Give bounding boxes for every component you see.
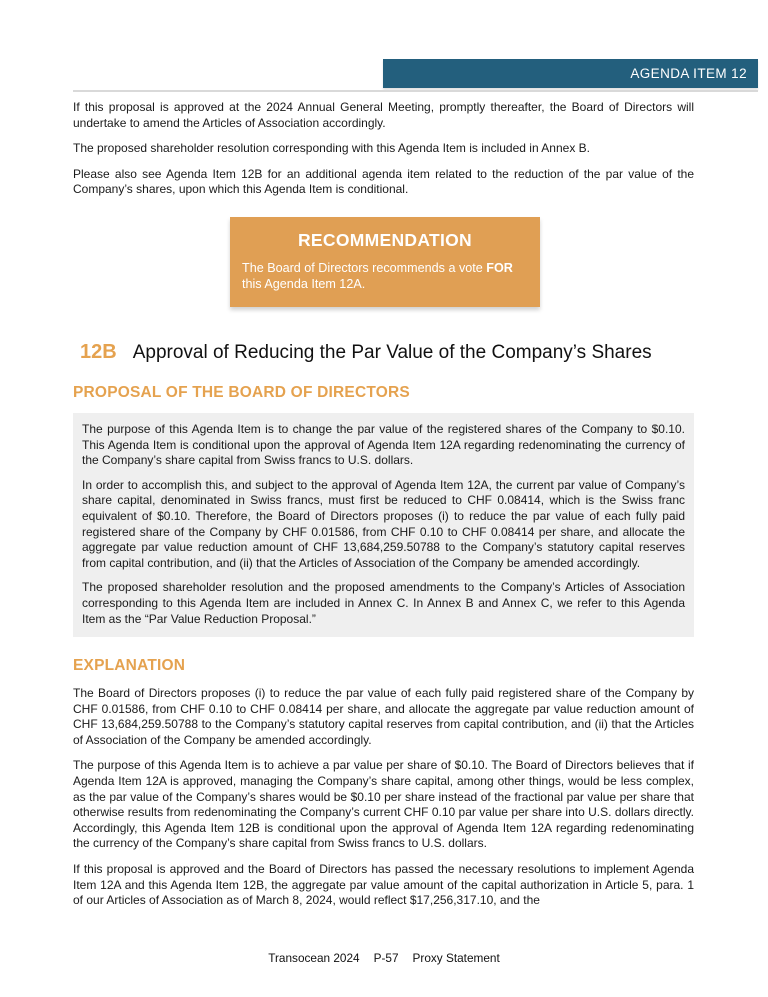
explanation-paragraph: The Board of Directors proposes (i) to reduce the par value of each fully paid registered share of the Company by CHF 0.01586, from CHF 0.10 to CHF 0.08414 per share, and allocate the aggregate par value reduction amount of CHF 13,684,259.50788 to the Company’s statutory capital reserves from capital contribution, and (ii) that the Articles of Association of the Company be amended accordingly.	[73, 686, 694, 747]
explanation-heading: EXPLANATION	[73, 657, 186, 675]
intro-paragraph: The proposed shareholder resolution corresponding with this Agenda Item is included in Annex B.	[73, 141, 590, 156]
footer-doc-type: Proxy Statement	[412, 951, 500, 965]
explanation-paragraph: If this proposal is approved and the Board of Directors has passed the necessary resolutions to implement Agenda Item 12A and this Agenda Item 12B, the aggregate par value amount of the capital authorization in Article 5, para. 1 of our Articles of Association as of March 8, 2024, would reflect $17,256,317.10, and the	[73, 862, 694, 908]
explanation-section	[73, 657, 694, 909]
proposal-paragraph: The purpose of this Agenda Item is to change the par value of the registered shares of the Company to $0.10. This Agenda Item is conditional upon the approval of Agenda Item 12A regarding redenominating the currency of the Company’s share capital from Swiss francs to U.S. dollars.	[82, 421, 685, 468]
proposal-paragraph: In order to accomplish this, and subject to the approval of Agenda Item 12A, the current par value of Company’s share capital, denominated in Swiss francs, must first be reduced to CHF 0.08414, which is the Swiss franc equivalent of $0.10. Therefore, the Board of Directors proposes (i) to reduce the par value of each fully paid registered share of the Company by CHF 0.01586, from CHF 0.10 to CHF 0.08414 per share, and allocate the aggregate par value reduction amount of CHF 13,684,259.50788 to the Company’s statutory capital reserves from capital contribution, and (ii) that the Articles of Association of the Company be amended accordingly.	[82, 477, 685, 570]
intro-paragraph: If this proposal is approved at the 2024 Annual General Meeting, promptly thereafter, the Board of Directors will undertake to amend the Articles of Association accordingly.	[73, 100, 694, 130]
explanation-paragraph: The purpose of this Agenda Item is to achieve a par value per share of $0.10. The Board of Directors believes that if Agenda Item 12A is approved, managing the Company’s share capital, among other things, would be less complex, as the par value of the Company’s shares would be $0.10 per share instead of the fractional par value per share that otherwise results from redenominating the Company’s current CHF 0.10 par value per share into U.S. dollars directly. Accordingly, this Agenda Item 12B is conditional upon the approval of Agenda Item 12A regarding redenominating the currency of the Company’s share capital from Swiss francs to U.S. dollars.	[73, 758, 694, 851]
agenda-item-banner: AGENDA ITEM 12	[383, 59, 758, 88]
proposal-heading: PROPOSAL OF THE BOARD OF DIRECTORS	[73, 383, 410, 401]
section-heading-12b	[73, 341, 694, 364]
recommendation-vote-for: FOR	[486, 260, 513, 275]
header-divider-rule	[73, 90, 758, 92]
recommendation-callout	[230, 217, 540, 307]
recommendation-title: RECOMMENDATION	[297, 229, 472, 250]
intro-paragraph: Please also see Agenda Item 12B for an additional agenda item related to the reduction of the par value of the Company’s shares, upon which this Agenda Item is conditional.	[73, 166, 694, 197]
page-content	[73, 100, 694, 919]
proposal-highlight-box	[73, 413, 694, 637]
footer-brand: Transocean 2024	[268, 951, 360, 965]
page-footer	[0, 951, 768, 965]
section-title: Approval of Reducing the Par Value of the Company’s Shares	[132, 341, 652, 363]
footer-page-number: P-57	[373, 951, 399, 965]
recommendation-body-post: this Agenda Item 12A.	[242, 276, 366, 291]
recommendation-body-pre: The Board of Directors recommends a vote	[242, 260, 487, 275]
recommendation-body	[242, 260, 528, 292]
proposal-paragraph: The proposed shareholder resolution and the proposed amendments to the Company’s Articles of Association corresponding to this Agenda Item are included in Annex C. In Annex B and Annex C, we refer to this Agenda Item as the “Par Value Reduction Proposal.”	[82, 580, 685, 626]
section-number: 12B	[80, 340, 117, 363]
